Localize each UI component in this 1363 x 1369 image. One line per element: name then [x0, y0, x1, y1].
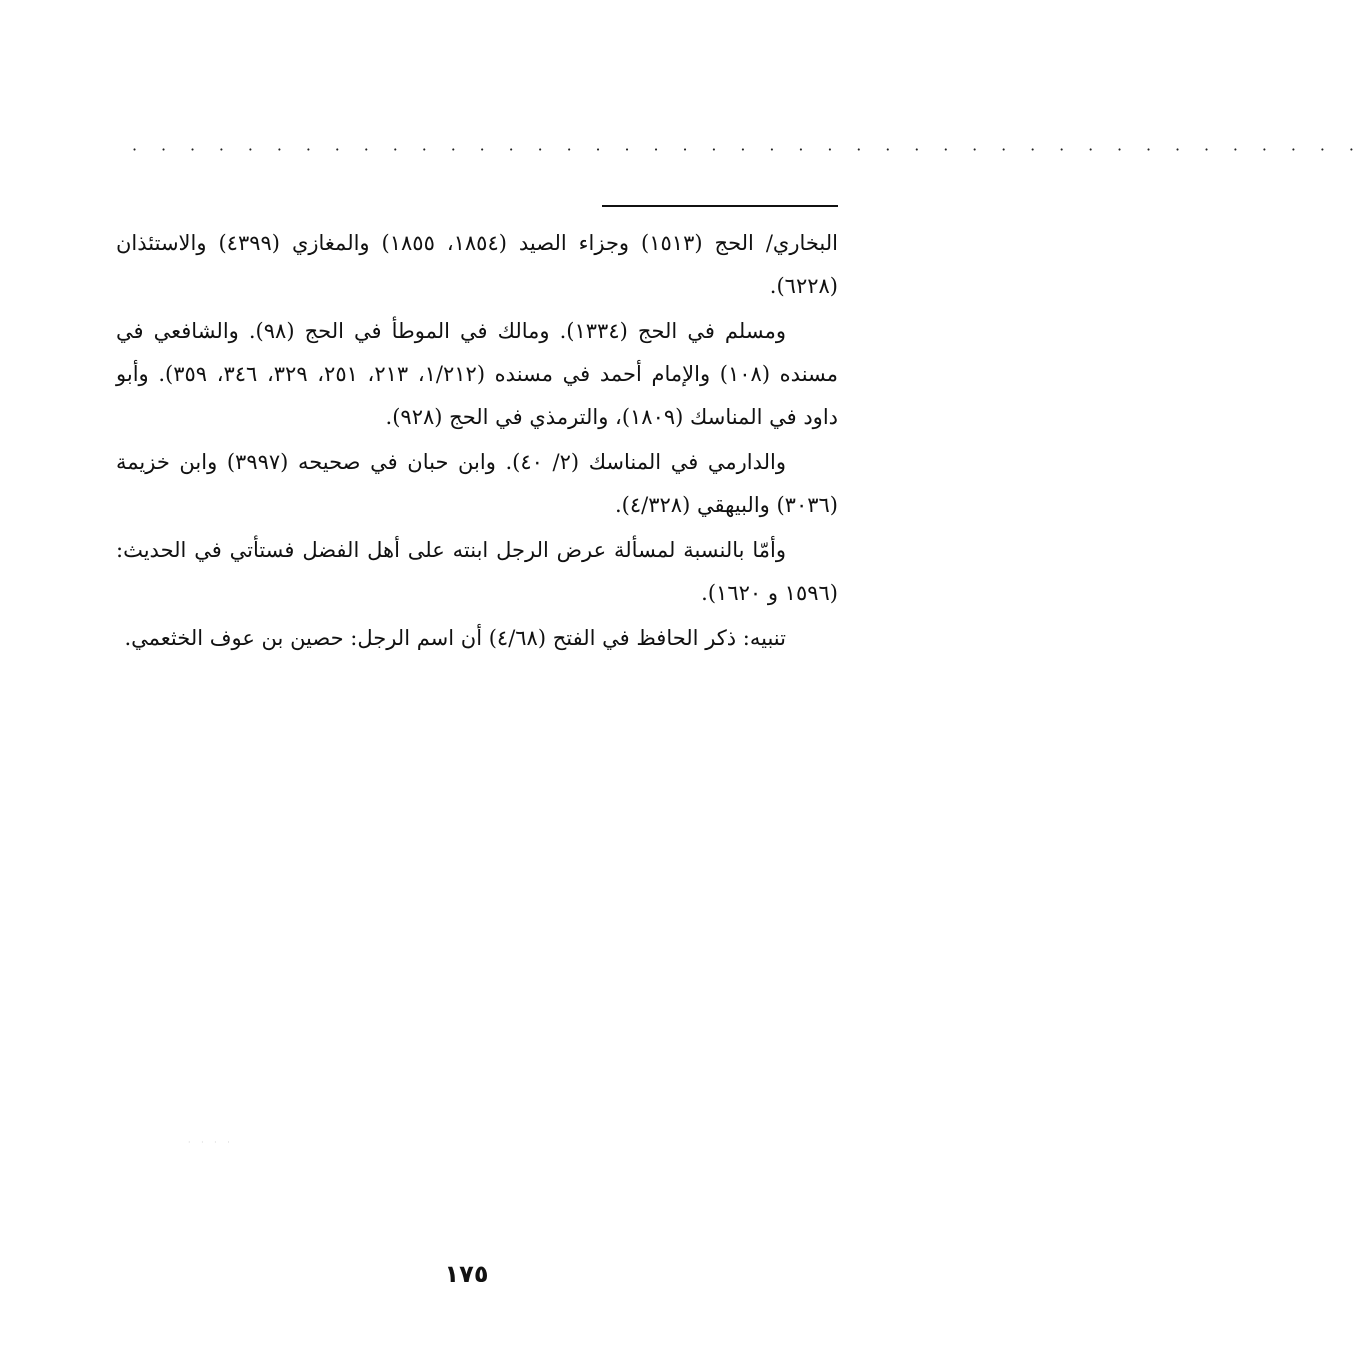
footnote-paragraph: تنبيه: ذكر الحافظ في الفتح (٤/٦٨) أن اسم الرجل: حصين بن عوف الخثعمي. — [124, 626, 786, 650]
page-number: ١٧٥ — [444, 1260, 489, 1288]
scan-specks: · · · · — [188, 1138, 234, 1147]
footnote-paragraph: ومسلم في الحج (١٣٣٤). ومالك في الموطأ في الحج (٩٨). والشافعي في مسنده (١٠٨) والإمام أحمد في مسنده (١/٢١٢، ٢١٣، ٢٥١، ٣٢٩، ٣٤٦، ٣٥٩). وأبو داود في المناسك (١٨٠٩)، والترمذي في الحج (٩٢٨). — [116, 319, 839, 429]
footnote-paragraph: وأمّا بالنسبة لمسألة عرض الرجل ابنته على أهل الفضل فستأتي في الحديث: (١٥٩٦ و ١٦٢٠). — [116, 538, 838, 605]
footnote-paragraph: والدارمي في المناسك (٢/ ٤٠). وابن حبان في صحيحه (٣٩٩٧) وابن خزيمة (٣٠٣٦) والبيهقي (٤/٣٢٨). — [116, 450, 838, 517]
footnote-paragraph: البخاري/ الحج (١٥١٣) وجزاء الصيد (١٨٥٤، ١٨٥٥) والمغازي (٤٣٩٩) والاستئذان (٦٢٢٨). — [116, 231, 839, 298]
footnote-rule — [602, 205, 838, 207]
dotted-separator: · · · · · · · · · · · · · · · · · · · · · · · · · · · · · · · · · · · · · · · · · · · — [132, 140, 1363, 159]
footnotes — [116, 222, 838, 662]
